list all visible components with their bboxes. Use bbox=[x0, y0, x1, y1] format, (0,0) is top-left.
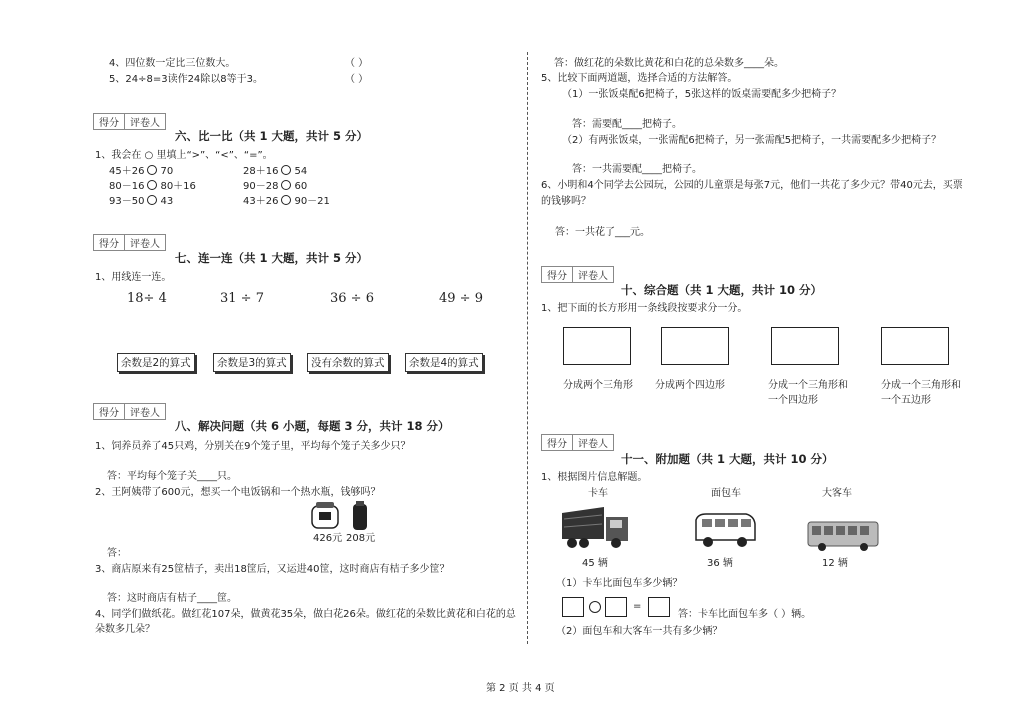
score-box bbox=[541, 266, 614, 283]
compare-left-expr: 43＋26 bbox=[243, 196, 279, 207]
operator-circle[interactable] bbox=[589, 601, 601, 613]
question-11-2: （2）面包车和大客车一共有多少辆？ bbox=[556, 626, 723, 637]
problem-5-1-text: （1）一张饭桌配6把椅子，5张这样的饭桌需要配多少把椅子？ bbox=[562, 89, 842, 100]
compare-right-expr: 80＋16 bbox=[160, 181, 196, 192]
compare-circle[interactable] bbox=[281, 180, 291, 190]
problem-3-text: 3、商店原来有25筐桔子，卖出18筐后，又运进40筐，这时商店有桔子多少筐？ bbox=[95, 564, 450, 575]
score-box bbox=[541, 434, 614, 451]
minibus-count: 36 辆 bbox=[707, 558, 733, 569]
compare-row bbox=[109, 195, 173, 208]
compare-left-expr: 93－50 bbox=[109, 196, 145, 207]
division-expression: 49 ÷ 9 bbox=[439, 291, 483, 306]
division-expression: 18÷ 4 bbox=[127, 291, 167, 306]
compare-left-expr: 45＋26 bbox=[109, 166, 145, 177]
truck-count: 45 辆 bbox=[582, 558, 608, 569]
bus-image bbox=[806, 518, 880, 554]
score-label: 得分 bbox=[542, 267, 573, 282]
score-label: 得分 bbox=[94, 114, 125, 129]
division-expression: 31 ÷ 7 bbox=[220, 291, 264, 306]
divide-label-line2: 一个四边形 bbox=[768, 395, 818, 406]
section-6-instruction: 1、我会在 ○ 里填上“>”、“<”、“=”。 bbox=[95, 150, 273, 161]
question-5-text: 5、24÷8=3读作24除以8等于3。 bbox=[109, 74, 264, 85]
page-footer: 第 2 页 共 4 页 bbox=[486, 683, 555, 694]
no-remainder-tag[interactable]: 没有余数的算式 bbox=[307, 353, 389, 372]
truck-image bbox=[560, 505, 632, 550]
problem-5-2-text: （2）有两张饭桌，一张需配6把椅子，另一张需配5把椅子，一共需要配多少把椅子？ bbox=[562, 135, 942, 146]
compare-circle[interactable] bbox=[281, 195, 291, 205]
compare-right-expr: 90－21 bbox=[294, 196, 330, 207]
divide-label: 分成一个三角形和 bbox=[881, 380, 961, 391]
score-label: 得分 bbox=[94, 235, 125, 250]
question-4-answer-paren: （ ） bbox=[345, 58, 369, 69]
rectangle-to-divide[interactable] bbox=[563, 327, 631, 365]
rectangle-to-divide[interactable] bbox=[881, 327, 949, 365]
section-10-instruction: 1、把下面的长方形用一条线段按要求分一分。 bbox=[541, 303, 748, 314]
compare-row bbox=[109, 165, 173, 178]
problem-1-answer: 答：平均每个笼子关____只。 bbox=[107, 471, 237, 482]
grader-label: 评卷人 bbox=[578, 271, 608, 282]
vehicle-name-truck: 卡车 bbox=[588, 488, 608, 499]
answer-box[interactable] bbox=[562, 597, 584, 617]
score-box bbox=[93, 113, 166, 130]
section-11-title: 十一、附加题（共 1 大题，共计 10 分） bbox=[621, 452, 834, 466]
column-divider bbox=[527, 52, 528, 644]
compare-row bbox=[243, 180, 307, 193]
grader-label: 评卷人 bbox=[130, 239, 160, 250]
question-11-1: （1）卡车比面包车多少辆？ bbox=[556, 578, 683, 589]
rectangle-to-divide[interactable] bbox=[771, 327, 839, 365]
grader-label: 评卷人 bbox=[578, 439, 608, 450]
compare-left-expr: 90－28 bbox=[243, 181, 279, 192]
problem-4-text-line2: 朵数多几朵？ bbox=[95, 624, 155, 635]
compare-right-expr: 70 bbox=[160, 166, 174, 177]
remainder-3-tag[interactable]: 余数是3的算式 bbox=[213, 353, 291, 372]
compare-circle[interactable] bbox=[147, 180, 157, 190]
divide-label-line2: 一个五边形 bbox=[881, 395, 931, 406]
problem-6-text-line2: 的钱够吗？ bbox=[541, 196, 591, 207]
grader-label: 评卷人 bbox=[130, 118, 160, 129]
division-expression: 36 ÷ 6 bbox=[330, 291, 374, 306]
equals-sign: = bbox=[633, 601, 642, 612]
section-7-instruction: 1、用线连一连。 bbox=[95, 272, 172, 283]
problem-3-answer: 答：这时商店有桔子____筐。 bbox=[107, 593, 237, 604]
minibus-image bbox=[692, 510, 758, 550]
remainder-2-tag[interactable]: 余数是2的算式 bbox=[117, 353, 195, 372]
problem-4-answer: 答：做红花的朵数比黄花和白花的总朵数多____朵。 bbox=[554, 58, 784, 69]
compare-circle[interactable] bbox=[147, 165, 157, 175]
divide-label: 分成两个四边形 bbox=[655, 380, 725, 391]
compare-left-expr: 28＋16 bbox=[243, 166, 279, 177]
compare-row bbox=[243, 195, 330, 208]
problem-2-answer: 答： bbox=[107, 548, 127, 559]
problem-5-text: 5、比较下面两道题，选择合适的方法解答。 bbox=[541, 73, 738, 84]
problem-6-text-line1: 6、小明和4个同学去公园玩，公园的儿童票是每张7元，他们一共花了多少元？带40元去，买票 bbox=[541, 180, 963, 191]
question-11-1-answer: 答：卡车比面包车多（ ）辆。 bbox=[678, 609, 812, 620]
section-10-title: 十、综合题（共 1 大题，共计 10 分） bbox=[621, 283, 823, 297]
vehicle-name-bus: 大客车 bbox=[822, 488, 852, 499]
vehicle-name-van: 面包车 bbox=[711, 488, 741, 499]
section-7-title: 七、连一连（共 1 大题，共计 5 分） bbox=[175, 251, 369, 265]
grader-label: 评卷人 bbox=[130, 408, 160, 419]
rice-cooker-price: 426元 bbox=[313, 533, 343, 544]
answer-box[interactable] bbox=[648, 597, 670, 617]
compare-row bbox=[109, 180, 196, 193]
problem-2-text: 2、王阿姨带了600元，想买一个电饭锅和一个热水瓶，钱够吗？ bbox=[95, 487, 381, 498]
score-label: 得分 bbox=[542, 435, 573, 450]
score-box bbox=[93, 234, 166, 251]
score-box bbox=[93, 403, 166, 420]
compare-right-expr: 60 bbox=[294, 181, 308, 192]
compare-right-expr: 43 bbox=[160, 196, 174, 207]
divide-label: 分成一个三角形和 bbox=[768, 380, 848, 391]
score-label: 得分 bbox=[94, 404, 125, 419]
compare-right-expr: 54 bbox=[294, 166, 308, 177]
compare-circle[interactable] bbox=[147, 195, 157, 205]
answer-box[interactable] bbox=[605, 597, 627, 617]
problem-4-text-line1: 4、同学们做纸花。做红花107朵，做黄花35朵，做白花26朵。做红花的朵数比黄花和白花的总 bbox=[95, 609, 516, 620]
divide-label: 分成两个三角形 bbox=[563, 380, 633, 391]
question-5-answer-paren: （ ） bbox=[345, 74, 369, 85]
bus-count: 12 辆 bbox=[822, 558, 848, 569]
remainder-4-tag[interactable]: 余数是4的算式 bbox=[405, 353, 483, 372]
problem-5-1-answer: 答：需要配____把椅子。 bbox=[572, 119, 682, 130]
section-8-title: 八、解决问题（共 6 小题，每题 3 分，共计 18 分） bbox=[175, 419, 450, 433]
question-4-text: 4、四位数一定比三位数大。 bbox=[109, 58, 236, 69]
compare-left-expr: 80－16 bbox=[109, 181, 145, 192]
rice-cooker-and-thermos-image bbox=[308, 500, 374, 532]
rectangle-to-divide[interactable] bbox=[661, 327, 729, 365]
compare-row bbox=[243, 165, 307, 178]
section-6-title: 六、比一比（共 1 大题，共计 5 分） bbox=[175, 129, 369, 143]
section-11-instruction: 1、根据图片信息解题。 bbox=[541, 472, 648, 483]
problem-6-answer: 答：一共花了___元。 bbox=[555, 227, 650, 238]
problem-1-text: 1、饲养员养了45只鸡，分别关在9个笼子里，平均每个笼子关多少只？ bbox=[95, 441, 411, 452]
problem-5-2-answer: 答：一共需要配____把椅子。 bbox=[572, 164, 702, 175]
compare-circle[interactable] bbox=[281, 165, 291, 175]
thermos-price: 208元 bbox=[346, 533, 376, 544]
